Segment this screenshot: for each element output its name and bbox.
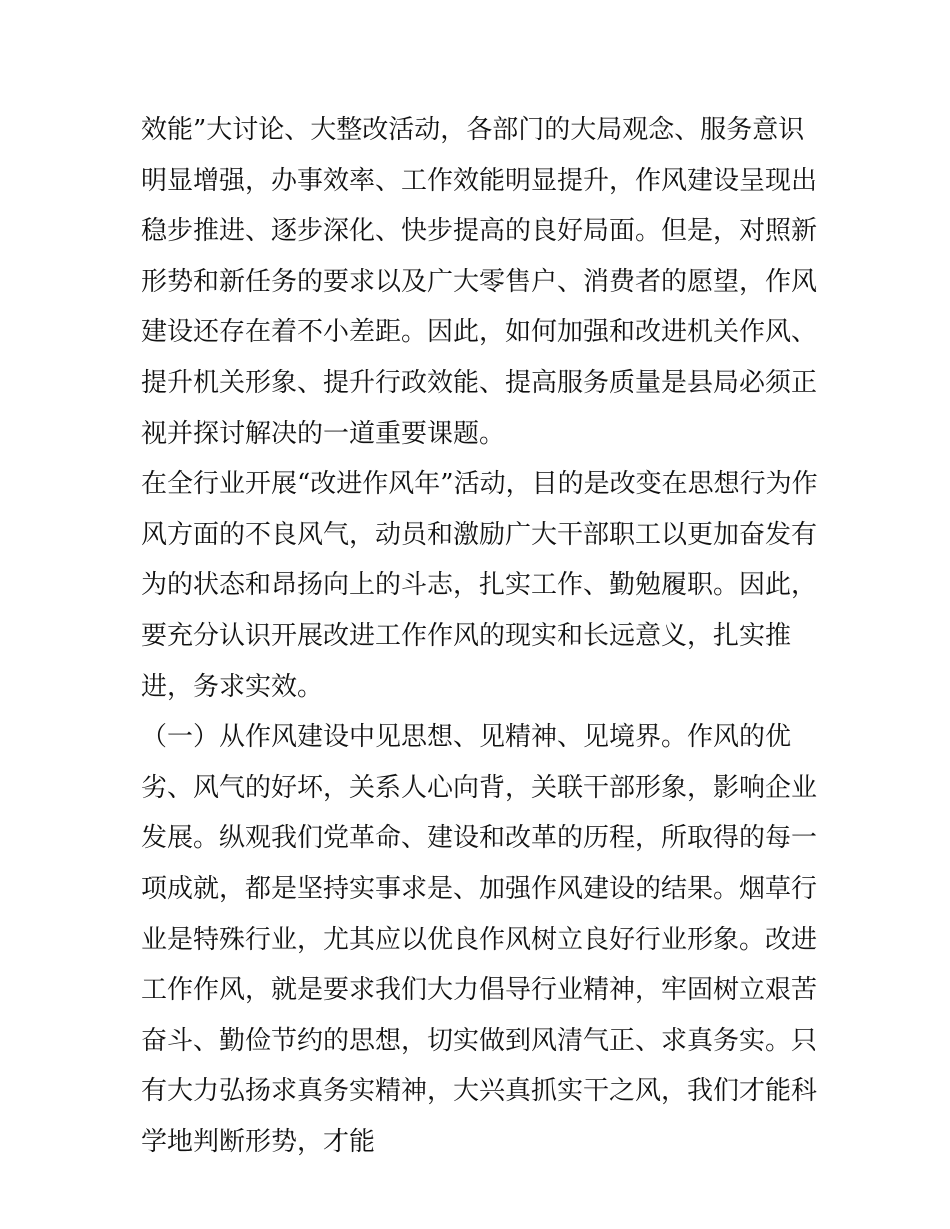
document-body: [141, 105, 821, 1167]
paragraph-1: 效能”大讨论、大整改活动，各部门的大局观念、服务意识明显增强，办事效率、工作效能明显提升，作风建设呈现出稳步推进、逐步深化、快步提高的良好局面。但是，对照新形势和新任务的要求以及广大零售户、消费者的愿望，作风建设还存在着不小差距。因此，如何加强和改进机关作风、提升机关形象、提升行政效能、提高服务质量是县局必须正视并探讨解决的一道重要课题。: [141, 115, 818, 449]
paragraph-2: 在全行业开展“改进作风年”活动，目的是改变在思想行为作风方面的不良风气，动员和激励广大干部职工以更加奋发有为的状态和昂扬向上的斗志，扎实工作、勤勉履职。因此，要充分认识开展改进工作作风的现实和长远意义，扎实推进，务求实效。: [141, 469, 818, 702]
paragraph-3: （一）从作风建设中见思想、见精神、见境界。作风的优劣、风气的好坏，关系人心向背，关联干部形象，影响企业发展。纵观我们党革命、建设和改革的历程，所取得的每一项成就，都是坚持实事求是、加强作风建设的结果。烟草行业是特殊行业，尤其应以优良作风树立良好行业形象。改进工作作风，就是要求我们大力倡导行业精神，牢固树立艰苦奋斗、勤俭节约的思想，切实做到风清气正、求真务实。只有大力弘扬求真务实精神，大兴真抓实干之风，我们才能科学地判断形势，才能: [141, 722, 818, 1157]
